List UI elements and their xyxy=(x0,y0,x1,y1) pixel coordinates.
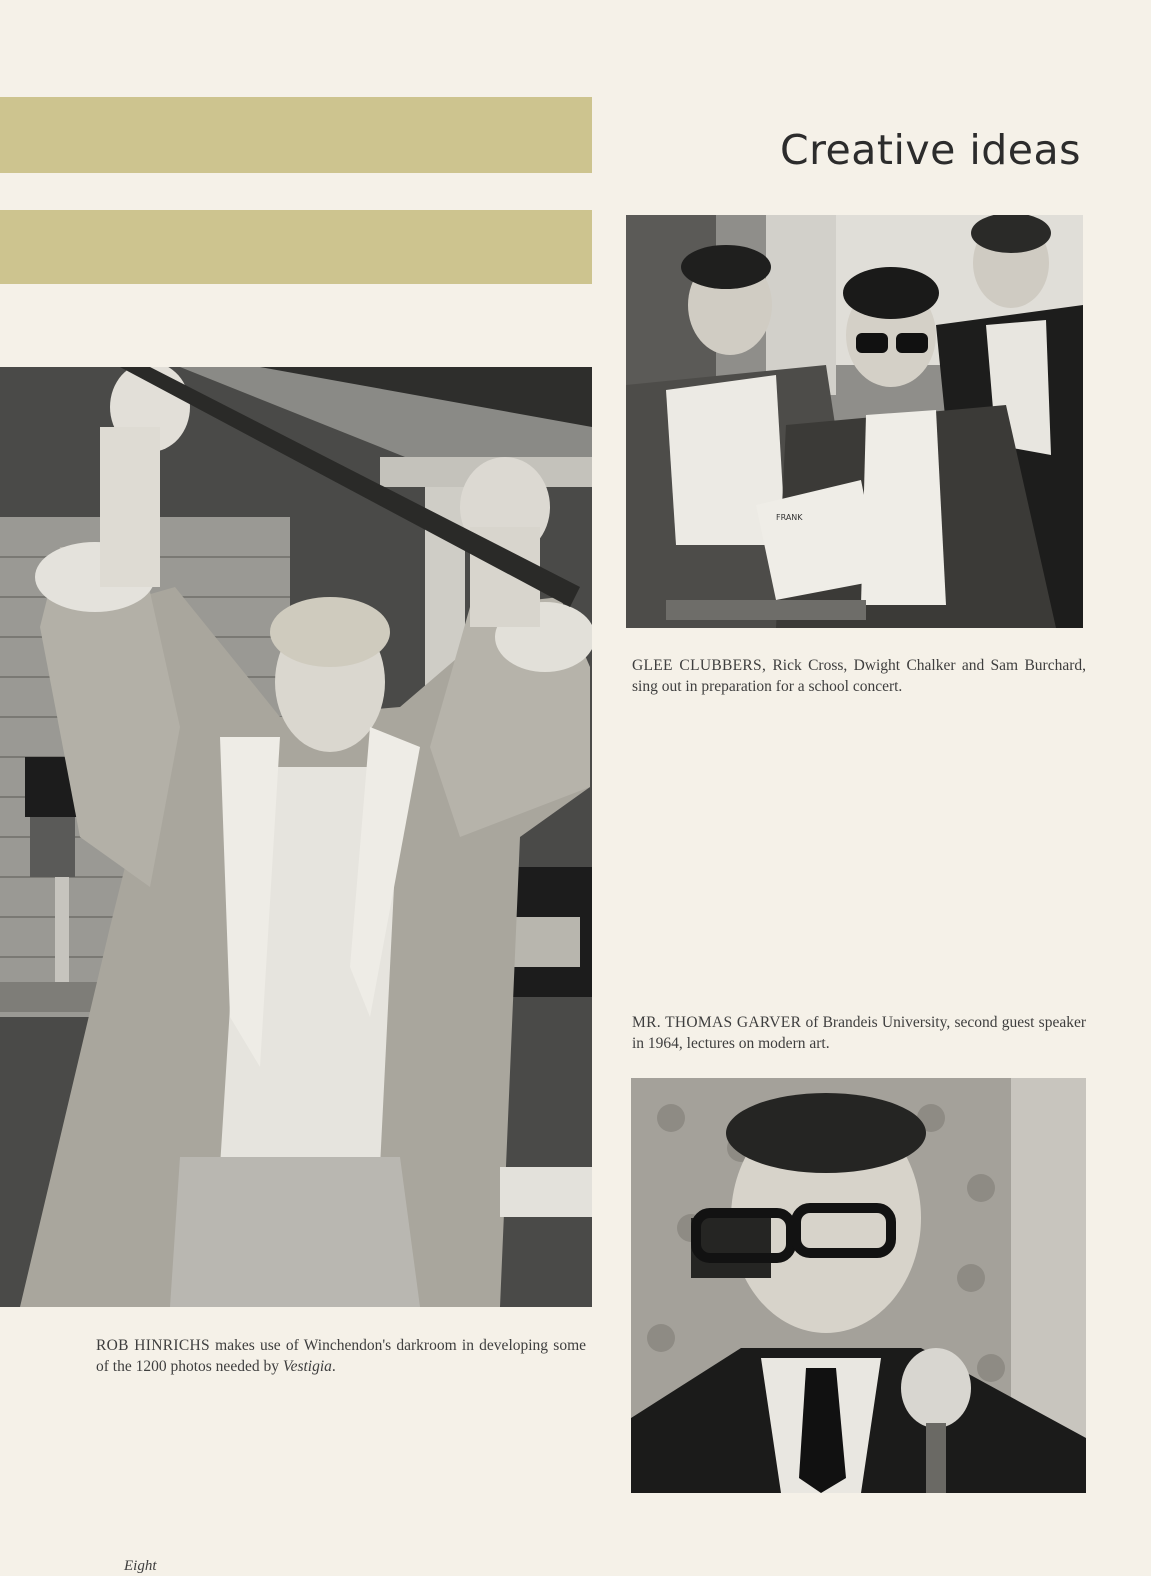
glee-club-photo xyxy=(626,215,1083,628)
darkroom-photo xyxy=(0,367,592,1307)
glee-caption-text: Rick Cross, Dwight Chalker and Sam Burchard, sing out in preparation for a school concert. xyxy=(632,657,1087,695)
glee-caption-name: GLEE CLUBBERS, xyxy=(632,657,767,674)
garver-caption-text: of Brandeis University, second guest speaker in 1964, lectures on modern art. xyxy=(632,1014,1086,1052)
glee-caption xyxy=(632,655,1086,697)
garver-caption xyxy=(632,1012,1086,1054)
hinrichs-caption xyxy=(96,1335,586,1377)
decorative-band-top xyxy=(0,97,592,173)
booklet-text: FRANK xyxy=(776,513,803,522)
hinrichs-caption-end: . xyxy=(331,1358,336,1375)
yearbook-name: Vestigia xyxy=(282,1358,332,1375)
page-title: Creative ideas xyxy=(779,126,1081,174)
speaker-photo xyxy=(631,1078,1086,1493)
hinrichs-caption-text: makes use of Winchendon's darkroom in developing some of the 1200 photos needed by xyxy=(96,1337,587,1375)
decorative-band-bottom xyxy=(0,210,592,284)
garver-caption-name: MR. THOMAS GARVER xyxy=(632,1014,802,1031)
hinrichs-caption-name: ROB HINRICHS xyxy=(96,1337,210,1354)
page-number: Eight xyxy=(124,1558,157,1574)
